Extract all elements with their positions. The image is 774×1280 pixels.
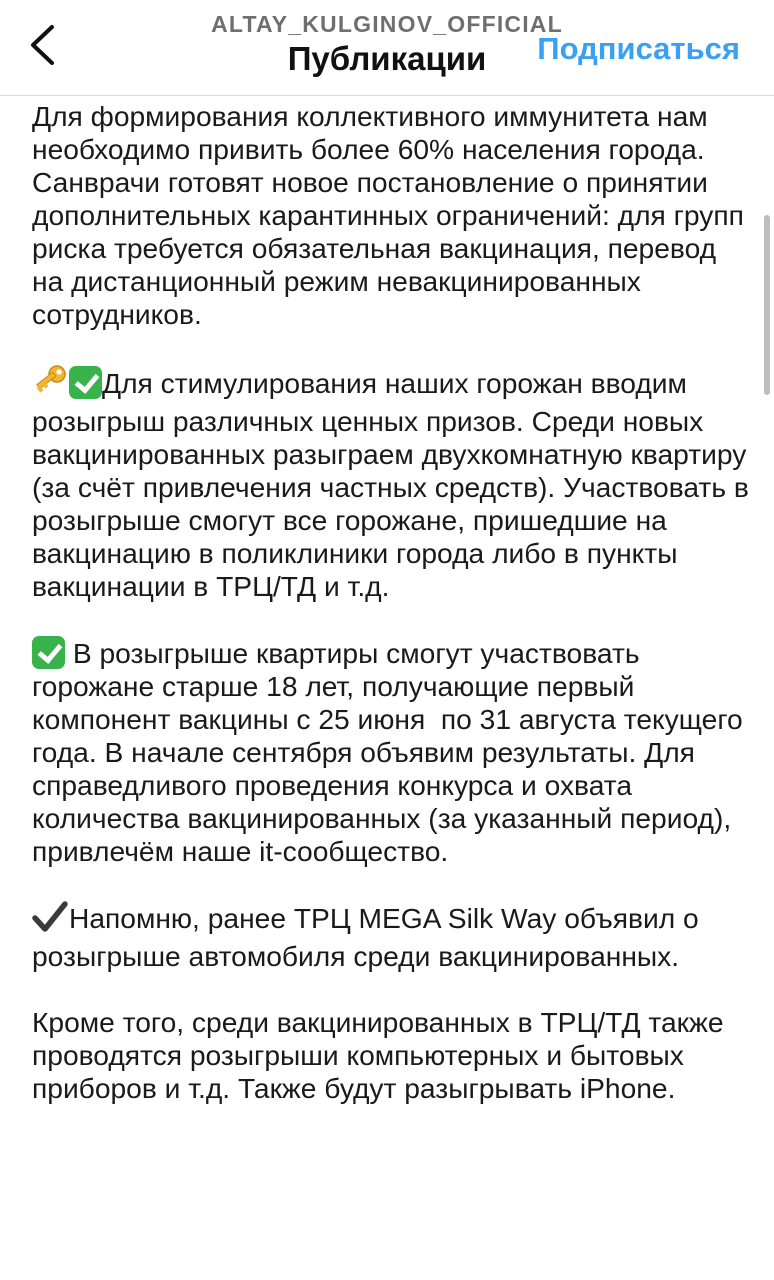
paragraph-text: Кроме того, среди вакцинированных в ТРЦ/ТД также проводятся розыгрыши компьютерных и бытовых приборов и т.д. Также будут разыгрывать iPhone.	[32, 1006, 732, 1104]
paragraph-text: В розыгрыше квартиры смогут участвовать горожане старше 18 лет, получающие первый компонент вакцины с 25 июня по 31 августа текущего года. В начале сентября объявим результаты. Для справедливого проведения конкурса и охвата количества вакцинированных (за указанный период), привлечём наше it-сообщество.	[32, 637, 751, 867]
green-check-box-icon	[69, 366, 102, 399]
heavy-check-mark-icon	[32, 901, 68, 940]
paragraph-text: Напомню, ранее ТРЦ MEGA Silk Way объявил о розыгрыше автомобиля среди вакцинированных.	[32, 902, 707, 972]
post-caption	[32, 100, 757, 1138]
caption-paragraph	[32, 901, 750, 973]
green-check-box-icon	[32, 636, 65, 669]
follow-button[interactable]: Подписаться	[537, 31, 740, 66]
top-nav-bar	[0, 0, 774, 96]
account-username[interactable]: ALTAY_KULGINOV_OFFICIAL	[211, 11, 563, 37]
caption-paragraph	[32, 636, 750, 868]
caption-paragraph	[32, 1006, 750, 1105]
paragraph-text: Для формирования коллективного иммунитета нам необходимо привить более 60% населения города. Санврачи готовят новое постановление о принятии дополнительных карантинных ограничений: для групп риска требуется обязательная вакцинация, перевод на дистанционный режим невакцинированных сотрудников.	[32, 100, 752, 330]
page-title: Публикации	[287, 40, 487, 77]
paragraph-text: Для стимулирования наших горожан вводим розыгрыш различных ценных призов. Среди новых вакцинированных разыграем двухкомнатную квартиру (за счёт привлечения частных средств). Участвовать в розыгрыше смогут все горожане, пришедшие на вакцинацию в поликлиники города либо в пункты вакцинации в ТРЦ/ТД и т.д.	[32, 367, 757, 602]
caption-paragraph	[32, 100, 750, 331]
caption-paragraph	[32, 364, 757, 603]
scrollbar[interactable]	[764, 215, 770, 395]
key-emoji-icon	[32, 364, 68, 405]
